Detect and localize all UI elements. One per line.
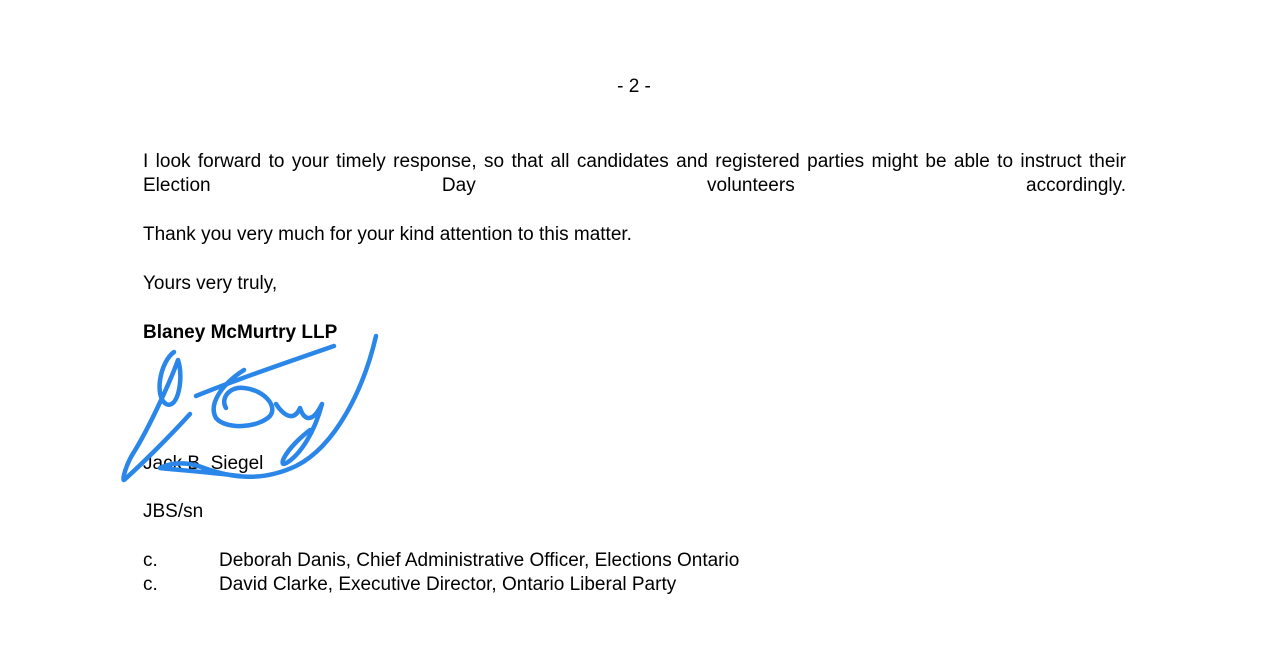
- page-number: - 2 -: [617, 76, 651, 97]
- cc-line: [143, 573, 676, 597]
- cc-line: [143, 549, 739, 573]
- signature-strokes: [123, 336, 376, 480]
- signature-stroke-flourish: [160, 336, 376, 477]
- signer-name: Jack B. Siegel: [143, 453, 264, 474]
- paragraph-thanks: Thank you very much for your kind attention to this matter.: [143, 224, 632, 245]
- firm-name: Blaney McMurtry LLP: [143, 322, 338, 343]
- closing-salutation: Yours very truly,: [143, 273, 278, 294]
- reference-initials: JBS/sn: [143, 501, 204, 522]
- handwritten-signature: [112, 326, 392, 496]
- cc-recipient: David Clarke, Executive Director, Ontario Liberal Party: [219, 574, 677, 595]
- cc-recipient: Deborah Danis, Chief Administrative Officer, Elections Ontario: [219, 550, 740, 571]
- signature-stroke-j: [123, 352, 190, 480]
- cc-label: c.: [143, 574, 158, 595]
- paragraph-response-request: I look forward to your timely response, so that all candidates and registered parties might be able to instruct their Election Day volunteers accordingly.: [143, 151, 1126, 196]
- signature-stroke-b-top: [196, 346, 334, 396]
- cc-label: c.: [143, 550, 158, 571]
